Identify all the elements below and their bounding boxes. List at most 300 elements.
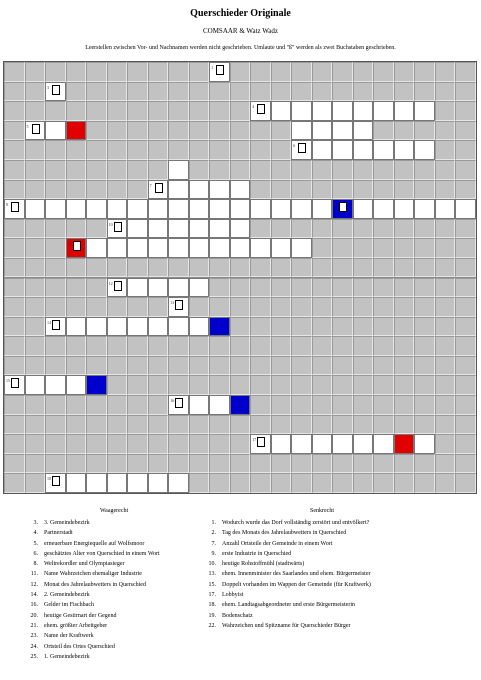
grid-block bbox=[353, 473, 374, 493]
grid-block bbox=[312, 297, 333, 317]
grid-cell[interactable] bbox=[66, 317, 87, 337]
grid-cell[interactable] bbox=[353, 140, 374, 160]
grid-block bbox=[250, 219, 271, 239]
grid-block bbox=[127, 434, 148, 454]
grid-cell[interactable] bbox=[45, 121, 66, 141]
grid-cell[interactable] bbox=[168, 219, 189, 239]
grid-block bbox=[25, 258, 46, 278]
clue-number: 6. bbox=[33, 550, 38, 557]
grid-block bbox=[148, 415, 169, 435]
clue-number: 13 bbox=[170, 300, 175, 306]
grid-block bbox=[127, 454, 148, 474]
clue-number: 18. bbox=[208, 602, 216, 609]
grid-block bbox=[353, 415, 374, 435]
clue-number: 19. bbox=[208, 612, 216, 619]
grid-cell[interactable] bbox=[271, 101, 292, 121]
grid-cell[interactable] bbox=[168, 473, 189, 493]
grid-block bbox=[271, 473, 292, 493]
grid-cell[interactable] bbox=[25, 375, 46, 395]
grid-block bbox=[455, 62, 476, 82]
grid-cell[interactable] bbox=[291, 101, 312, 121]
grid-block bbox=[250, 278, 271, 298]
grid-block bbox=[25, 336, 46, 356]
grid-block bbox=[209, 82, 230, 102]
grid-block bbox=[189, 258, 210, 278]
grid-cell[interactable] bbox=[291, 121, 312, 141]
grid-cell[interactable] bbox=[373, 434, 394, 454]
grid-block bbox=[414, 317, 435, 337]
grid-block bbox=[332, 278, 353, 298]
grid-block bbox=[25, 454, 46, 474]
grid-cell[interactable] bbox=[107, 473, 128, 493]
grid-block bbox=[66, 297, 87, 317]
grid-block bbox=[455, 82, 476, 102]
grid-block bbox=[25, 160, 46, 180]
grid-block bbox=[127, 395, 148, 415]
grid-cell[interactable] bbox=[435, 199, 456, 219]
clue-item bbox=[22, 590, 222, 600]
grid-block bbox=[86, 180, 107, 200]
grid-cell[interactable] bbox=[66, 238, 87, 258]
grid-cell[interactable] bbox=[230, 238, 251, 258]
grid-block bbox=[291, 160, 312, 180]
grid-block bbox=[291, 278, 312, 298]
grid-cell[interactable] bbox=[394, 140, 415, 160]
grid-cell[interactable] bbox=[353, 101, 374, 121]
grid-block bbox=[455, 258, 476, 278]
grid-cell[interactable] bbox=[291, 140, 312, 160]
grid-cell[interactable] bbox=[127, 199, 148, 219]
grid-cell[interactable] bbox=[86, 238, 107, 258]
grid-cell[interactable] bbox=[209, 199, 230, 219]
grid-cell[interactable] bbox=[230, 199, 251, 219]
clue-text: Lobbyist bbox=[222, 592, 244, 599]
clue-number: 5 bbox=[26, 123, 29, 129]
grid-block bbox=[250, 258, 271, 278]
clue-item bbox=[200, 549, 470, 559]
letter-box bbox=[216, 65, 224, 75]
grid-block bbox=[394, 160, 415, 180]
grid-block bbox=[25, 238, 46, 258]
clue-number: 14. bbox=[30, 592, 38, 599]
grid-block bbox=[291, 317, 312, 337]
grid-cell[interactable] bbox=[414, 199, 435, 219]
grid-cell[interactable] bbox=[127, 278, 148, 298]
grid-block bbox=[45, 258, 66, 278]
grid-block bbox=[291, 180, 312, 200]
clue-item bbox=[22, 600, 222, 610]
grid-cell[interactable] bbox=[66, 121, 87, 141]
grid-cell[interactable] bbox=[230, 219, 251, 239]
grid-block bbox=[373, 82, 394, 102]
grid-block bbox=[230, 336, 251, 356]
grid-block bbox=[127, 180, 148, 200]
grid-block bbox=[291, 454, 312, 474]
grid-block bbox=[312, 62, 333, 82]
grid-block bbox=[332, 317, 353, 337]
grid-block bbox=[4, 434, 25, 454]
grid-block bbox=[189, 297, 210, 317]
grid-block bbox=[209, 140, 230, 160]
grid-block bbox=[86, 140, 107, 160]
grid-block bbox=[271, 317, 292, 337]
grid-block bbox=[271, 121, 292, 141]
grid-block bbox=[66, 219, 87, 239]
grid-block bbox=[45, 180, 66, 200]
grid-cell[interactable] bbox=[148, 219, 169, 239]
grid-block bbox=[168, 375, 189, 395]
grid-block bbox=[394, 336, 415, 356]
grid-block bbox=[107, 180, 128, 200]
grid-cell[interactable] bbox=[271, 199, 292, 219]
grid-cell[interactable] bbox=[250, 434, 271, 454]
clue-number: 24. bbox=[30, 643, 38, 650]
grid-block bbox=[209, 160, 230, 180]
grid-cell[interactable] bbox=[189, 199, 210, 219]
grid-cell[interactable] bbox=[4, 375, 25, 395]
grid-cell[interactable] bbox=[332, 121, 353, 141]
grid-cell[interactable] bbox=[86, 473, 107, 493]
grid-cell[interactable] bbox=[168, 199, 189, 219]
grid-cell[interactable] bbox=[312, 199, 333, 219]
grid-cell[interactable] bbox=[86, 199, 107, 219]
grid-cell[interactable] bbox=[353, 199, 374, 219]
clue-number: 11 bbox=[67, 241, 72, 247]
grid-block bbox=[250, 395, 271, 415]
grid-cell[interactable] bbox=[127, 317, 148, 337]
grid-cell[interactable] bbox=[168, 317, 189, 337]
grid-block bbox=[373, 278, 394, 298]
grid-cell[interactable] bbox=[148, 317, 169, 337]
grid-block bbox=[373, 375, 394, 395]
grid-block bbox=[66, 454, 87, 474]
grid-cell[interactable] bbox=[45, 199, 66, 219]
across-heading: Waagerecht bbox=[100, 508, 129, 514]
grid-block bbox=[189, 473, 210, 493]
grid-block bbox=[373, 238, 394, 258]
grid-cell[interactable] bbox=[107, 317, 128, 337]
grid-cell[interactable] bbox=[66, 473, 87, 493]
grid-block bbox=[148, 82, 169, 102]
grid-cell[interactable] bbox=[168, 297, 189, 317]
grid-cell[interactable] bbox=[66, 199, 87, 219]
grid-cell[interactable] bbox=[127, 473, 148, 493]
grid-cell[interactable] bbox=[189, 395, 210, 415]
grid-cell[interactable] bbox=[250, 101, 271, 121]
grid-cell[interactable] bbox=[148, 278, 169, 298]
grid-block bbox=[107, 336, 128, 356]
grid-block bbox=[107, 160, 128, 180]
grid-block bbox=[414, 180, 435, 200]
clue-text: erste Industrie in Querschied bbox=[222, 550, 292, 557]
grid-block bbox=[312, 258, 333, 278]
grid-block bbox=[230, 101, 251, 121]
grid-cell[interactable] bbox=[209, 317, 230, 337]
grid-cell[interactable] bbox=[353, 434, 374, 454]
grid-block bbox=[271, 278, 292, 298]
grid-block bbox=[455, 180, 476, 200]
grid-block bbox=[353, 238, 374, 258]
grid-block bbox=[4, 140, 25, 160]
grid-block bbox=[4, 415, 25, 435]
grid-block bbox=[455, 473, 476, 493]
grid-block bbox=[127, 336, 148, 356]
grid-cell[interactable] bbox=[45, 317, 66, 337]
grid-cell[interactable] bbox=[373, 199, 394, 219]
grid-block bbox=[45, 336, 66, 356]
grid-block bbox=[148, 356, 169, 376]
grid-block bbox=[250, 297, 271, 317]
grid-block bbox=[312, 278, 333, 298]
grid-cell[interactable] bbox=[148, 199, 169, 219]
across-clue-list bbox=[22, 518, 222, 662]
grid-cell[interactable] bbox=[373, 101, 394, 121]
grid-cell[interactable] bbox=[230, 180, 251, 200]
grid-cell[interactable] bbox=[271, 238, 292, 258]
grid-cell[interactable] bbox=[394, 434, 415, 454]
grid-cell[interactable] bbox=[107, 238, 128, 258]
grid-block bbox=[107, 454, 128, 474]
grid-block bbox=[291, 82, 312, 102]
grid-cell[interactable] bbox=[168, 395, 189, 415]
grid-cell[interactable] bbox=[209, 395, 230, 415]
grid-block bbox=[455, 140, 476, 160]
grid-cell[interactable] bbox=[332, 199, 353, 219]
grid-cell[interactable] bbox=[86, 375, 107, 395]
clue-number: 10 bbox=[108, 221, 113, 227]
clue-number: 15 bbox=[6, 378, 10, 384]
grid-block bbox=[148, 336, 169, 356]
grid-block bbox=[291, 415, 312, 435]
grid-cell[interactable] bbox=[394, 199, 415, 219]
grid-cell[interactable] bbox=[332, 434, 353, 454]
grid-cell[interactable] bbox=[209, 238, 230, 258]
clue-number: 25. bbox=[30, 653, 38, 660]
grid-cell[interactable] bbox=[189, 317, 210, 337]
grid-block bbox=[373, 180, 394, 200]
grid-block bbox=[168, 336, 189, 356]
clue-number: 9 bbox=[334, 202, 337, 208]
clue-number: 4 bbox=[252, 104, 255, 110]
grid-cell[interactable] bbox=[312, 140, 333, 160]
grid-cell[interactable] bbox=[168, 160, 189, 180]
grid-cell[interactable] bbox=[209, 219, 230, 239]
grid-cell[interactable] bbox=[312, 434, 333, 454]
grid-cell[interactable] bbox=[127, 238, 148, 258]
grid-cell[interactable] bbox=[394, 101, 415, 121]
grid-block bbox=[230, 140, 251, 160]
clue-number: 8. bbox=[33, 561, 38, 568]
grid-cell[interactable] bbox=[332, 101, 353, 121]
grid-cell[interactable] bbox=[250, 199, 271, 219]
grid-block bbox=[230, 375, 251, 395]
grid-block bbox=[414, 160, 435, 180]
grid-cell[interactable] bbox=[414, 140, 435, 160]
grid-block bbox=[66, 180, 87, 200]
grid-block bbox=[148, 454, 169, 474]
letter-box bbox=[155, 183, 163, 193]
grid-block bbox=[107, 356, 128, 376]
grid-block bbox=[312, 82, 333, 102]
grid-block bbox=[353, 219, 374, 239]
grid-cell[interactable] bbox=[312, 101, 333, 121]
letter-box bbox=[298, 143, 306, 153]
grid-block bbox=[414, 395, 435, 415]
grid-cell[interactable] bbox=[209, 180, 230, 200]
grid-block bbox=[291, 62, 312, 82]
grid-cell[interactable] bbox=[414, 101, 435, 121]
grid-cell[interactable] bbox=[189, 238, 210, 258]
grid-cell[interactable] bbox=[209, 62, 230, 82]
grid-block bbox=[148, 375, 169, 395]
grid-block bbox=[394, 82, 415, 102]
grid-cell[interactable] bbox=[455, 199, 476, 219]
grid-block bbox=[4, 82, 25, 102]
grid-block bbox=[86, 356, 107, 376]
grid-block bbox=[189, 62, 210, 82]
grid-cell[interactable] bbox=[148, 180, 169, 200]
grid-block bbox=[271, 140, 292, 160]
grid-block bbox=[435, 473, 456, 493]
grid-cell[interactable] bbox=[414, 434, 435, 454]
grid-block bbox=[168, 62, 189, 82]
grid-block bbox=[353, 258, 374, 278]
grid-block bbox=[394, 62, 415, 82]
grid-cell[interactable] bbox=[45, 82, 66, 102]
grid-cell[interactable] bbox=[168, 180, 189, 200]
grid-cell[interactable] bbox=[189, 219, 210, 239]
clue-text: Gelder im Fischbach bbox=[44, 602, 94, 609]
grid-cell[interactable] bbox=[86, 317, 107, 337]
grid-block bbox=[455, 336, 476, 356]
grid-block bbox=[435, 101, 456, 121]
grid-block bbox=[353, 278, 374, 298]
grid-block bbox=[455, 160, 476, 180]
grid-block bbox=[45, 454, 66, 474]
grid-cell[interactable] bbox=[168, 278, 189, 298]
clue-text: Anzahl Ortsteile der Gemeinde in einem Wort bbox=[222, 540, 333, 547]
letter-box bbox=[52, 320, 60, 330]
grid-cell[interactable] bbox=[148, 238, 169, 258]
grid-cell[interactable] bbox=[373, 140, 394, 160]
grid-cell[interactable] bbox=[107, 219, 128, 239]
grid-block bbox=[189, 415, 210, 435]
grid-block bbox=[455, 238, 476, 258]
clue-number: 11. bbox=[30, 571, 38, 578]
grid-cell[interactable] bbox=[189, 180, 210, 200]
grid-cell[interactable] bbox=[271, 434, 292, 454]
grid-cell[interactable] bbox=[332, 140, 353, 160]
clue-text: Name der Kraftwerk bbox=[44, 633, 94, 640]
grid-block bbox=[414, 356, 435, 376]
grid-block bbox=[4, 62, 25, 82]
grid-block bbox=[394, 356, 415, 376]
clue-text: Doppelt vorhanden im Wappen der Gemeinde (für Kraftwerk) bbox=[222, 581, 371, 588]
grid-block bbox=[4, 101, 25, 121]
grid-block bbox=[148, 160, 169, 180]
clue-number: 17. bbox=[208, 592, 216, 599]
clue-number: 16 bbox=[170, 398, 175, 404]
grid-cell[interactable] bbox=[291, 238, 312, 258]
grid-cell[interactable] bbox=[107, 278, 128, 298]
grid-block bbox=[455, 434, 476, 454]
grid-cell[interactable] bbox=[45, 473, 66, 493]
grid-block bbox=[107, 395, 128, 415]
grid-cell[interactable] bbox=[25, 199, 46, 219]
grid-cell[interactable] bbox=[230, 395, 251, 415]
grid-cell[interactable] bbox=[291, 434, 312, 454]
grid-block bbox=[332, 336, 353, 356]
clue-item bbox=[22, 631, 222, 641]
grid-block bbox=[127, 356, 148, 376]
grid-block bbox=[230, 434, 251, 454]
grid-block bbox=[353, 82, 374, 102]
grid-cell[interactable] bbox=[189, 278, 210, 298]
grid-block bbox=[209, 434, 230, 454]
grid-block bbox=[4, 180, 25, 200]
grid-cell[interactable] bbox=[148, 473, 169, 493]
grid-block bbox=[291, 297, 312, 317]
grid-block bbox=[168, 121, 189, 141]
grid-block bbox=[312, 238, 333, 258]
grid-block bbox=[394, 278, 415, 298]
grid-cell[interactable] bbox=[66, 375, 87, 395]
letter-box bbox=[73, 241, 81, 251]
grid-block bbox=[209, 101, 230, 121]
grid-block bbox=[414, 238, 435, 258]
grid-cell[interactable] bbox=[353, 121, 374, 141]
grid-cell[interactable] bbox=[312, 121, 333, 141]
clue-text: Ortsteil des Ortes Querschied bbox=[44, 643, 115, 650]
grid-block bbox=[168, 454, 189, 474]
clue-item bbox=[22, 559, 222, 569]
grid-block bbox=[107, 101, 128, 121]
grid-block bbox=[332, 356, 353, 376]
grid-block bbox=[25, 62, 46, 82]
grid-block bbox=[168, 415, 189, 435]
grid-block bbox=[4, 356, 25, 376]
clue-number: 23. bbox=[30, 633, 38, 640]
grid-block bbox=[373, 62, 394, 82]
grid-cell[interactable] bbox=[25, 121, 46, 141]
clue-text: Partnerstadt bbox=[44, 530, 73, 537]
grid-block bbox=[435, 82, 456, 102]
grid-block bbox=[455, 375, 476, 395]
clue-number: 14 bbox=[47, 319, 52, 325]
grid-cell[interactable] bbox=[250, 238, 271, 258]
grid-block bbox=[168, 140, 189, 160]
clue-item bbox=[200, 600, 470, 610]
grid-cell[interactable] bbox=[4, 199, 25, 219]
grid-cell[interactable] bbox=[45, 375, 66, 395]
grid-block bbox=[353, 317, 374, 337]
letter-box bbox=[339, 202, 347, 212]
grid-block bbox=[45, 101, 66, 121]
grid-cell[interactable] bbox=[107, 199, 128, 219]
grid-cell[interactable] bbox=[127, 219, 148, 239]
grid-block bbox=[353, 395, 374, 415]
grid-block bbox=[86, 415, 107, 435]
grid-block bbox=[250, 415, 271, 435]
grid-cell[interactable] bbox=[291, 199, 312, 219]
grid-cell[interactable] bbox=[168, 238, 189, 258]
grid-block bbox=[332, 415, 353, 435]
grid-block bbox=[332, 473, 353, 493]
grid-block bbox=[107, 121, 128, 141]
clue-number: 3. bbox=[33, 520, 38, 526]
clue-number: 12. bbox=[30, 581, 38, 588]
grid-block bbox=[250, 121, 271, 141]
